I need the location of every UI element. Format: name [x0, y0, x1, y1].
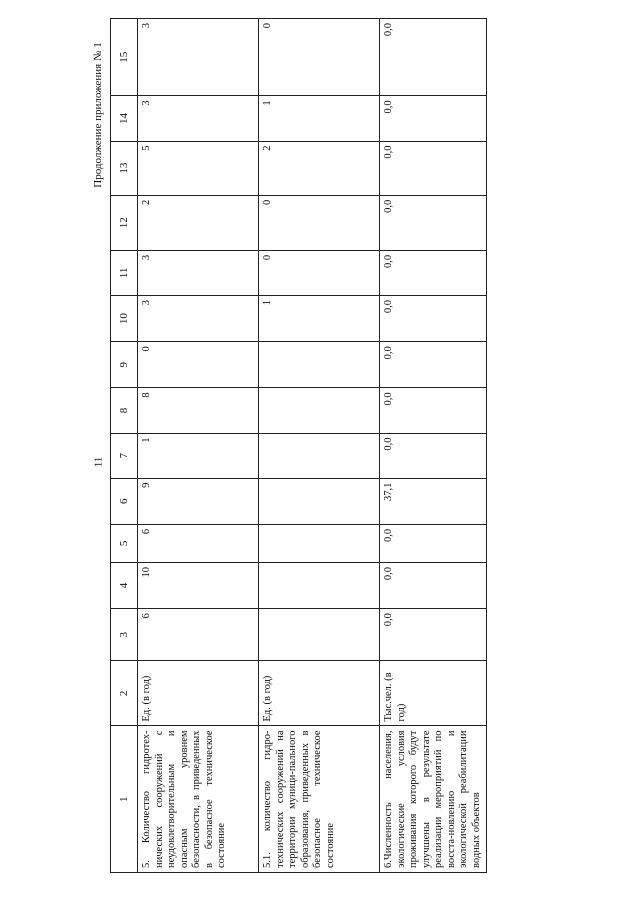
indicator-description: 5.1. количество гидро-технических сооружений на территории муници-пального образования, приведенных в безопасное техническое состояние	[259, 726, 380, 873]
header-row	[111, 19, 138, 873]
value-cell: 3	[138, 19, 259, 96]
header-cell: 2	[111, 661, 138, 726]
value-cell	[259, 388, 380, 433]
header-cell: 7	[111, 433, 138, 478]
table-row	[138, 19, 259, 873]
value-cell: 0,0	[380, 524, 487, 562]
value-cell	[259, 609, 380, 661]
header-cell: 13	[111, 141, 138, 195]
header-cell: 4	[111, 562, 138, 608]
table-wrapper	[110, 18, 482, 873]
unit-cell: Тыс.чел. (в год)	[380, 661, 487, 726]
value-cell: 2	[138, 195, 259, 250]
value-cell	[259, 342, 380, 388]
value-cell: 2	[259, 141, 380, 195]
indicator-description: 5. Количество гидротех-нических сооружений с неудовлетворительным и опасным уровнем безопасности, в приведенных в безопасное техническое состояние	[138, 726, 259, 873]
value-cell: 3	[138, 96, 259, 141]
header-cell: 1	[111, 726, 138, 873]
header-cell: 5	[111, 524, 138, 562]
value-cell: 8	[138, 388, 259, 433]
appendix-caption: Продолжение приложения № 1	[92, 42, 104, 188]
value-cell: 0,0	[380, 433, 487, 478]
value-cell: 0,0	[380, 19, 487, 96]
value-cell: 0,0	[380, 141, 487, 195]
value-cell: 0	[138, 342, 259, 388]
header-cell: 3	[111, 609, 138, 661]
value-cell: 1	[259, 96, 380, 141]
value-cell: 6	[138, 609, 259, 661]
value-cell: 0,0	[380, 96, 487, 141]
header-cell: 6	[111, 478, 138, 524]
value-cell: 0,0	[380, 609, 487, 661]
table-row	[259, 19, 380, 873]
value-cell: 0,0	[380, 562, 487, 608]
value-cell: 1	[259, 296, 380, 342]
value-cell: 0	[259, 19, 380, 96]
value-cell: 1	[138, 433, 259, 478]
header-cell: 10	[111, 296, 138, 342]
value-cell: 10	[138, 562, 259, 608]
indicators-table	[110, 18, 487, 873]
value-cell: 0,0	[380, 195, 487, 250]
value-cell: 0,0	[380, 342, 487, 388]
header-cell: 12	[111, 195, 138, 250]
value-cell: 0	[259, 250, 380, 295]
page-number: 11	[92, 456, 105, 468]
unit-cell: Ед. (в год)	[259, 661, 380, 726]
value-cell: 9	[138, 478, 259, 524]
value-cell: 37,1	[380, 478, 487, 524]
header-cell: 11	[111, 250, 138, 295]
header-cell: 14	[111, 96, 138, 141]
value-cell: 0,0	[380, 296, 487, 342]
value-cell	[259, 478, 380, 524]
value-cell: 3	[138, 296, 259, 342]
value-cell: 3	[138, 250, 259, 295]
indicator-description: 6.Численность населения, экологические условия проживания которого будут улучшены в результате реализации мероприятий по восста-новлению и экологической реабилитации водных объектов	[380, 726, 487, 873]
header-cell: 9	[111, 342, 138, 388]
header-cell: 15	[111, 19, 138, 96]
value-cell: 6	[138, 524, 259, 562]
value-cell	[259, 524, 380, 562]
header-cell: 8	[111, 388, 138, 433]
value-cell: 0,0	[380, 250, 487, 295]
unit-cell: Ед. (в год)	[138, 661, 259, 726]
value-cell: 5	[138, 141, 259, 195]
table-row	[380, 19, 487, 873]
value-cell	[259, 562, 380, 608]
value-cell: 0,0	[380, 388, 487, 433]
value-cell: 0	[259, 195, 380, 250]
value-cell	[259, 433, 380, 478]
